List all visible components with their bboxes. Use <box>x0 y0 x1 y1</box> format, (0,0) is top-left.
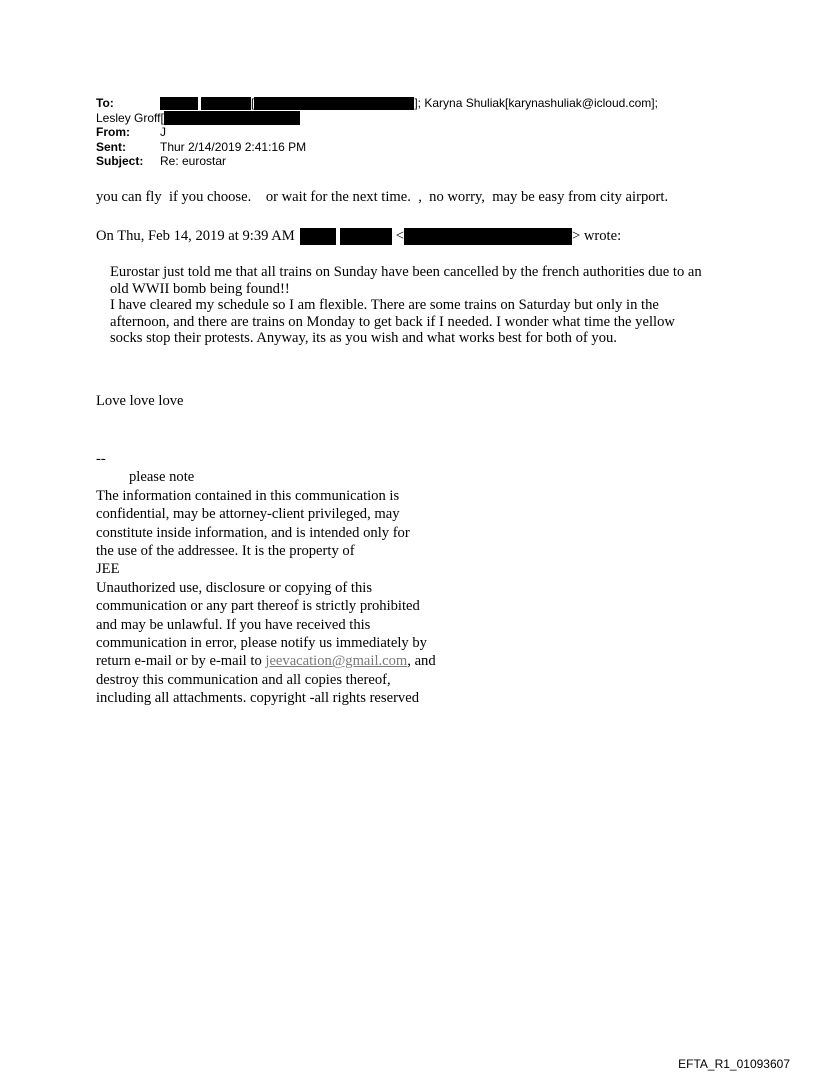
signature-line: destroy this communication and all copies thereof, <box>96 671 391 688</box>
signature-line: confidential, may be attorney-client privileged, may <box>96 506 400 523</box>
quoted-paragraph: Eurostar just told me that all trains on Sunday have been cancelled by the french authorities due to an old WWII bomb being found!! <box>110 264 702 297</box>
to-open-bracket: [ <box>251 96 255 110</box>
signature-email-line <box>96 652 496 670</box>
redaction-box <box>254 97 414 110</box>
to-recipients: ]; Karyna Shuliak[karynashuliak@icloud.com]; <box>414 96 658 110</box>
quoted-paragraph: I have cleared my schedule so I am flexible. There are some trains on Saturday but only in the afternoon, and there are trains on Monday to get back if I needed. I wonder what time the yellow socks stop their protests. Anyway, its as you wish and what works best for both of you. <box>110 297 675 346</box>
signoff-text: Love love love <box>96 393 184 409</box>
quote-attribution-suffix: > wrote: <box>571 228 622 244</box>
quote-attribution-lt: < <box>395 228 404 244</box>
redaction-box <box>300 228 336 245</box>
reply-text: you can fly if you choose. or wait for the next time. , no worry, may be easy from city airport. <box>96 189 669 205</box>
signature-line: including all attachments. copyright -all rights reserved <box>96 690 419 707</box>
signature-line: communication or any part thereof is strictly prohibited <box>96 598 420 615</box>
signature-line: communication in error, please notify us immediately by <box>96 635 427 652</box>
to-line2 <box>96 111 300 126</box>
signature-line: The information contained in this communication is <box>96 487 400 504</box>
signature-dashes: -- <box>96 451 106 467</box>
email-signature <box>96 450 496 708</box>
email-line-suffix: , and <box>407 653 436 670</box>
signature-line: and may be unlawful. If you have received this <box>96 616 371 633</box>
from-label: From: <box>96 125 130 139</box>
subject-value: Re: eurostar <box>160 154 227 168</box>
email-link[interactable]: jeevacation@gmail.com <box>265 653 408 670</box>
to-label: To: <box>96 96 114 110</box>
to-value <box>160 96 658 111</box>
signature-line: JEE <box>96 561 120 578</box>
redaction-box <box>404 228 572 245</box>
redaction-box <box>201 97 251 110</box>
to-line2-text: Lesley Groff[ <box>96 110 164 125</box>
signature-line: constitute inside information, and is intended only for <box>96 524 410 541</box>
quote-attribution-prefix: On Thu, Feb 14, 2019 at 9:39 AM <box>96 228 295 244</box>
subject-label: Subject: <box>96 154 144 168</box>
signature-line: the use of the addressee. It is the property of <box>96 543 355 560</box>
document-id: EFTA_R1_01093607 <box>678 1057 790 1071</box>
quote-attribution <box>96 228 621 245</box>
from-value: J <box>160 125 166 139</box>
signature-note: please note <box>129 469 195 486</box>
sent-value: Thur 2/14/2019 2:41:16 PM <box>160 139 307 154</box>
signature-line: Unauthorized use, disclosure or copying of this <box>96 579 373 596</box>
redaction-box <box>340 228 392 245</box>
email-line-prefix: return e-mail or by e-mail to <box>96 653 266 670</box>
sent-label: Sent: <box>96 139 126 154</box>
redaction-box <box>160 97 198 110</box>
redaction-box <box>164 111 300 125</box>
quoted-message <box>110 264 710 347</box>
